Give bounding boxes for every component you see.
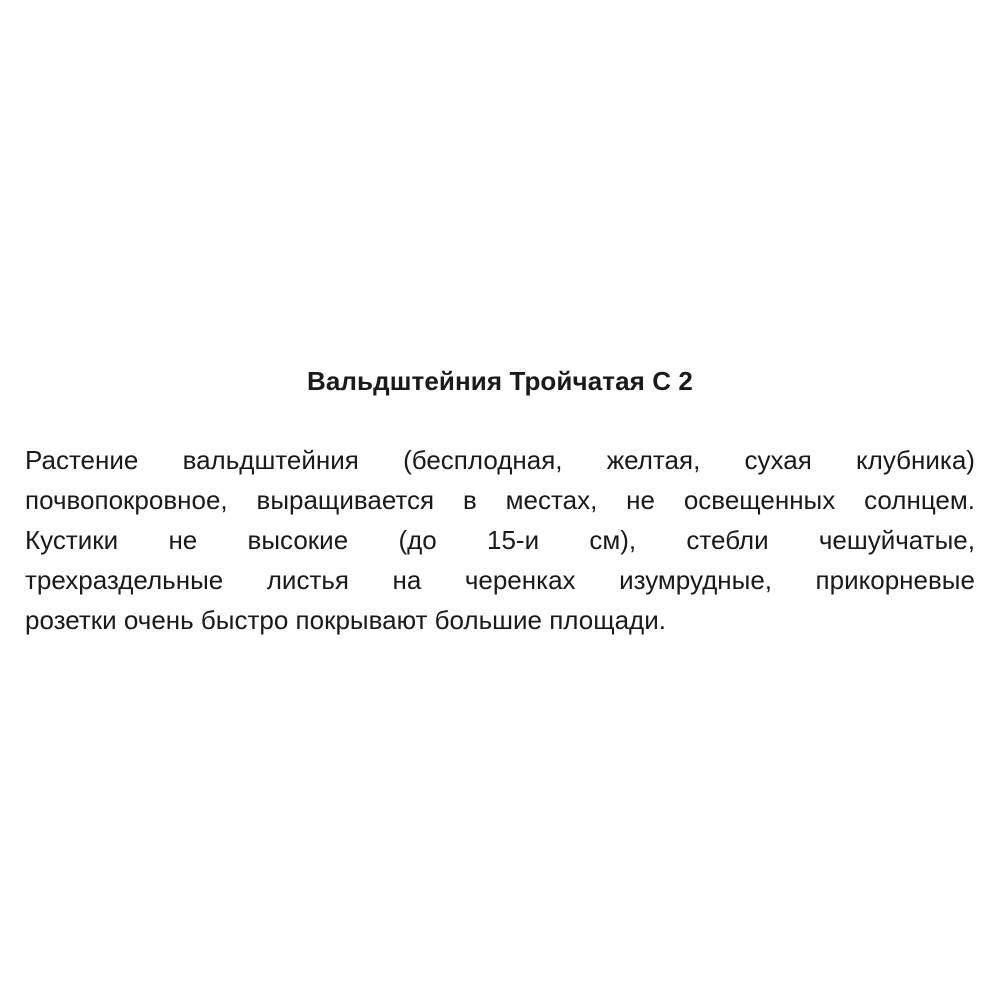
word: Растение: [25, 445, 139, 475]
word: почвопокровное,: [25, 485, 228, 515]
word: не: [626, 485, 655, 515]
word: прикорневые: [815, 565, 975, 595]
word: высокие: [247, 525, 349, 555]
word: клубника): [856, 445, 975, 475]
word: изумрудные,: [619, 565, 773, 595]
word: выращивается: [256, 485, 435, 515]
word: солнцем.: [864, 485, 975, 515]
word: освещенных: [683, 485, 836, 515]
word: см),: [589, 525, 637, 555]
word: чешуйчатые,: [818, 525, 975, 555]
body-line-2: [25, 480, 975, 520]
word: трехраздельные: [25, 565, 224, 595]
word: желтая,: [606, 445, 701, 475]
body-line-1: [25, 440, 975, 480]
word: стебли: [686, 525, 769, 555]
word: листья: [266, 565, 349, 595]
word: не: [168, 525, 198, 555]
word: (бесплодная,: [403, 445, 563, 475]
word: вальдштейния: [182, 445, 359, 475]
word: на: [392, 565, 422, 595]
document-body: [25, 440, 975, 640]
word: в: [462, 485, 477, 515]
word: местах,: [505, 485, 598, 515]
word: Кустики: [25, 525, 119, 555]
word: сухая: [744, 445, 812, 475]
line-text: розетки очень быстро покрывают большие площади.: [25, 605, 666, 635]
word: черенках: [464, 565, 576, 595]
word: (до: [398, 525, 437, 555]
word: 15-и: [487, 525, 540, 555]
body-line-5: [25, 600, 975, 640]
body-line-4: [25, 560, 975, 600]
body-line-3: [25, 520, 975, 560]
document-title: Вальдштейния Тройчатая С 2: [306, 366, 693, 396]
